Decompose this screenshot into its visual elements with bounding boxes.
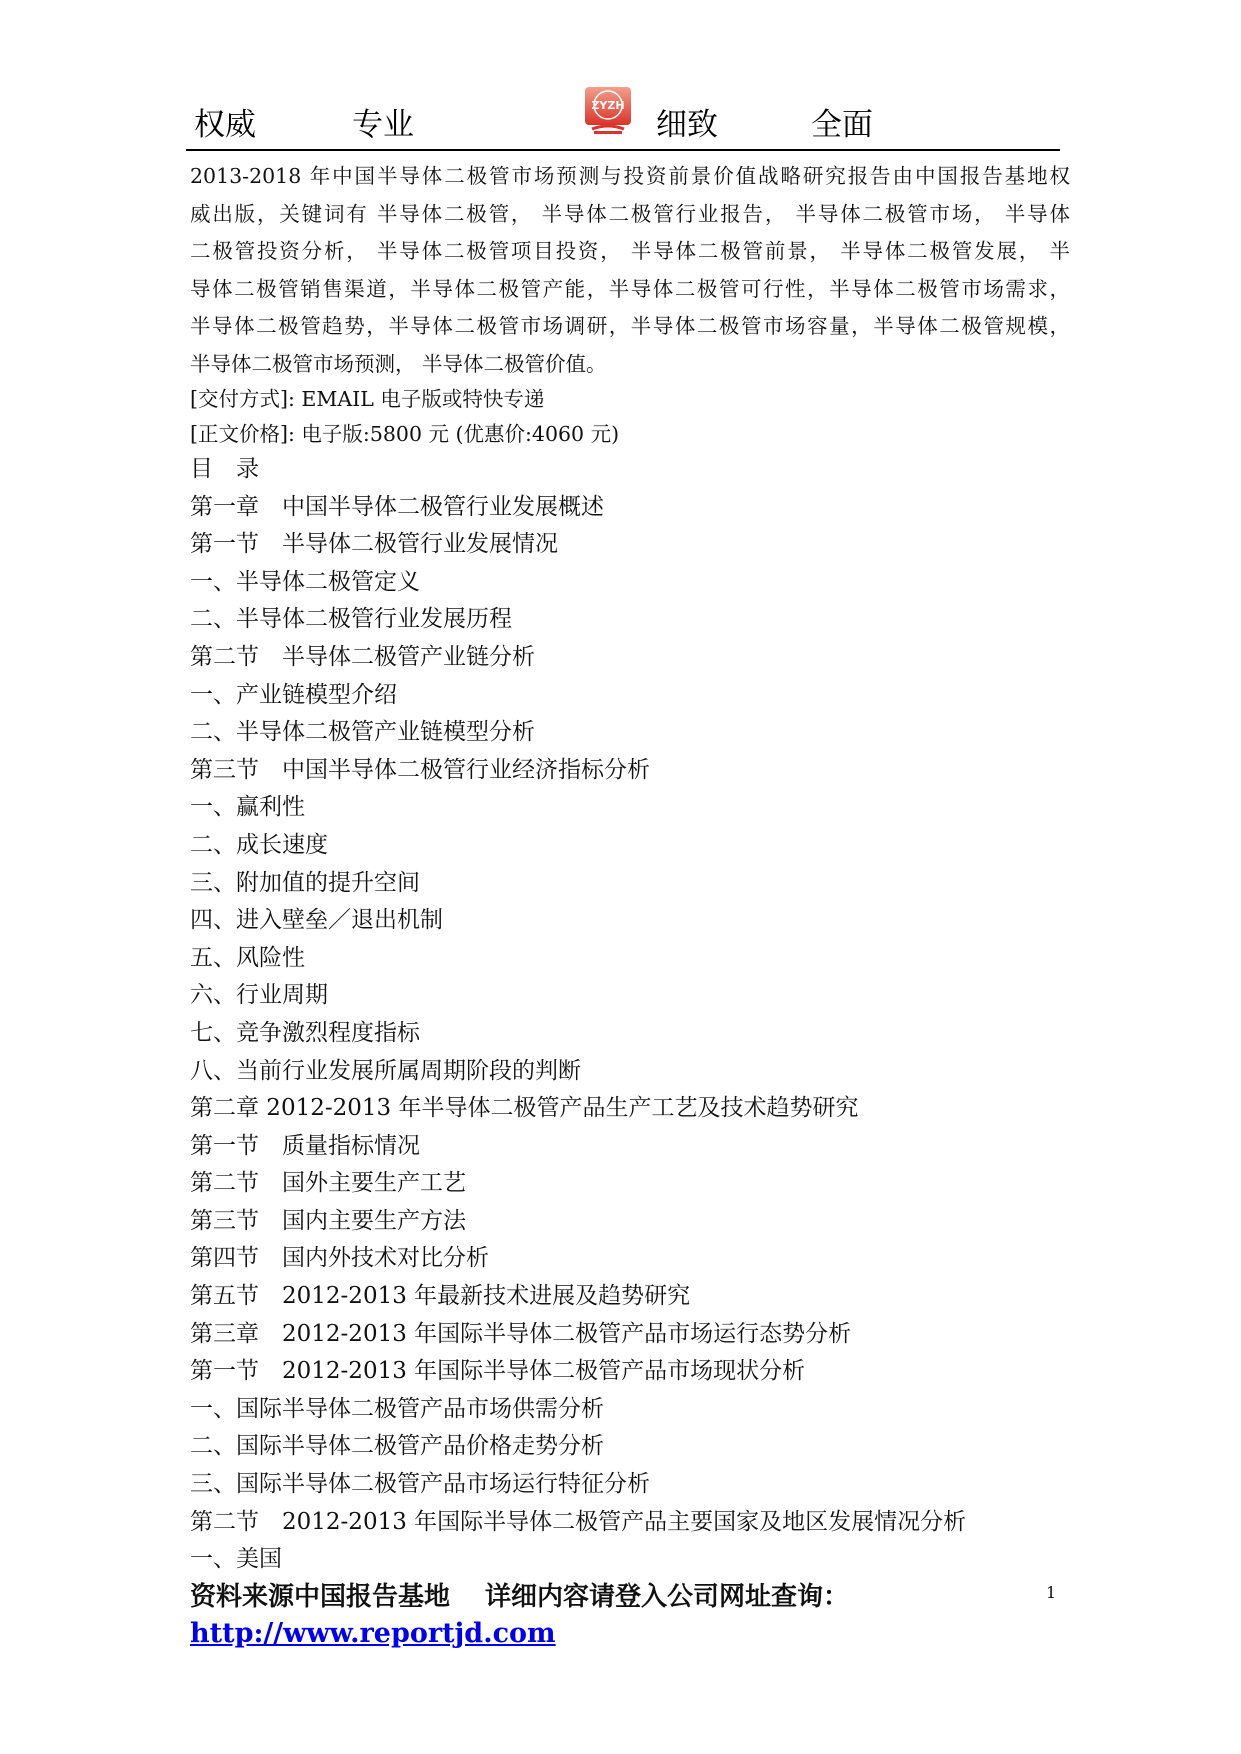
toc-item: 二、半导体二极管行业发展历程 (190, 606, 512, 633)
footer-source: 资料来源中国报告基地 详细内容请登入公司网址查询： (190, 1582, 850, 1612)
toc-item: 一、产业链模型介绍 (190, 681, 397, 708)
toc-item: 一、半导体二极管定义 (190, 568, 420, 595)
header-word-authority: 权威 (194, 107, 256, 143)
page-number: 1 (1046, 1583, 1057, 1602)
report-intro (190, 158, 1070, 383)
toc-title: 目 录 (190, 456, 259, 482)
toc-item: 第三节 中国半导体二极管行业经济指标分析 (190, 756, 650, 783)
header-word-professional: 专业 (352, 107, 414, 143)
company-url-link[interactable]: http://www.reportjd.com (190, 1618, 556, 1649)
toc-item: 第一节 质量指标情况 (190, 1132, 420, 1159)
toc-item: 三、国际半导体二极管产品市场运行特征分析 (190, 1471, 650, 1498)
toc-item: 第一章 中国半导体二极管行业发展概述 (190, 493, 604, 520)
intro-line: 威出版，关键词有 半导体二极管， 半导体二极管行业报告， 半导体二极管市场， 半导体 (190, 201, 1070, 226)
toc-item: 第一节 2012-2013 年国际半导体二极管产品市场现状分析 (190, 1358, 806, 1385)
header-word-comprehensive: 全面 (811, 107, 873, 143)
table-of-contents (190, 451, 1090, 1579)
toc-item: 二、半导体二极管产业链模型分析 (190, 719, 535, 746)
toc-item: 第二节 2012-2013 年国际半导体二极管产品主要国家及地区发展情况分析 (190, 1508, 967, 1535)
logo-icon (582, 85, 634, 137)
toc-item: 第五节 2012-2013 年最新技术进展及趋势研究 (190, 1283, 691, 1310)
toc-item: 六、行业周期 (190, 982, 328, 1009)
logo-text: ZYZH (591, 99, 625, 112)
toc-item: 一、美国 (190, 1546, 282, 1573)
intro-line: 二极管投资分析， 半导体二极管项目投资， 半导体二极管前景， 半导体二极管发展， 半 (190, 239, 1070, 263)
toc-item: 二、成长速度 (190, 831, 328, 858)
intro-line: 半导体二极管趋势，半导体二极管市场调研，半导体二极管市场容量，半导体二极管规模， (190, 314, 1070, 338)
toc-item: 第二节 国外主要生产工艺 (190, 1170, 466, 1197)
toc-item: 第一节 半导体二极管行业发展情况 (190, 531, 558, 558)
intro-line: 半导体二极管市场预测， 半导体二极管价值。 (190, 351, 607, 376)
company-logo (582, 85, 634, 137)
toc-item: 第三章 2012-2013 年国际半导体二极管产品市场运行态势分析 (190, 1320, 852, 1347)
toc-item: 第三节 国内主要生产方法 (190, 1207, 466, 1234)
toc-item: 第四节 国内外技术对比分析 (190, 1245, 489, 1272)
toc-item: 第二节 半导体二极管产业链分析 (190, 643, 535, 670)
price-info: [正文价格]: 电子版:5800 元 (优惠价:4060 元) (190, 422, 620, 446)
toc-item: 二、国际半导体二极管产品价格走势分析 (190, 1433, 604, 1460)
toc-item: 五、风险性 (190, 944, 305, 971)
intro-line: 2013-2018 年中国半导体二极管市场预测与投资前景价值战略研究报告由中国报告基地权 (190, 164, 1070, 188)
header-word-meticulous: 细致 (656, 107, 718, 143)
toc-item: 八、当前行业发展所属周期阶段的判断 (190, 1057, 581, 1084)
toc-item: 第二章 2012-2013 年半导体二极管产品生产工艺及技术趋势研究 (190, 1095, 859, 1122)
toc-item: 一、国际半导体二极管产品市场供需分析 (190, 1395, 604, 1422)
toc-item: 一、赢利性 (190, 794, 305, 821)
page-header (186, 85, 1060, 151)
delivery-method: [交付方式]: EMAIL 电子版或特快专递 (190, 387, 545, 411)
toc-item: 三、附加值的提升空间 (190, 869, 420, 896)
toc-item: 四、进入壁垒／退出机制 (190, 907, 443, 934)
toc-item: 七、竞争激烈程度指标 (190, 1019, 420, 1046)
intro-line: 导体二极管销售渠道，半导体二极管产能，半导体二极管可行性，半导体二极管市场需求， (190, 276, 1070, 301)
